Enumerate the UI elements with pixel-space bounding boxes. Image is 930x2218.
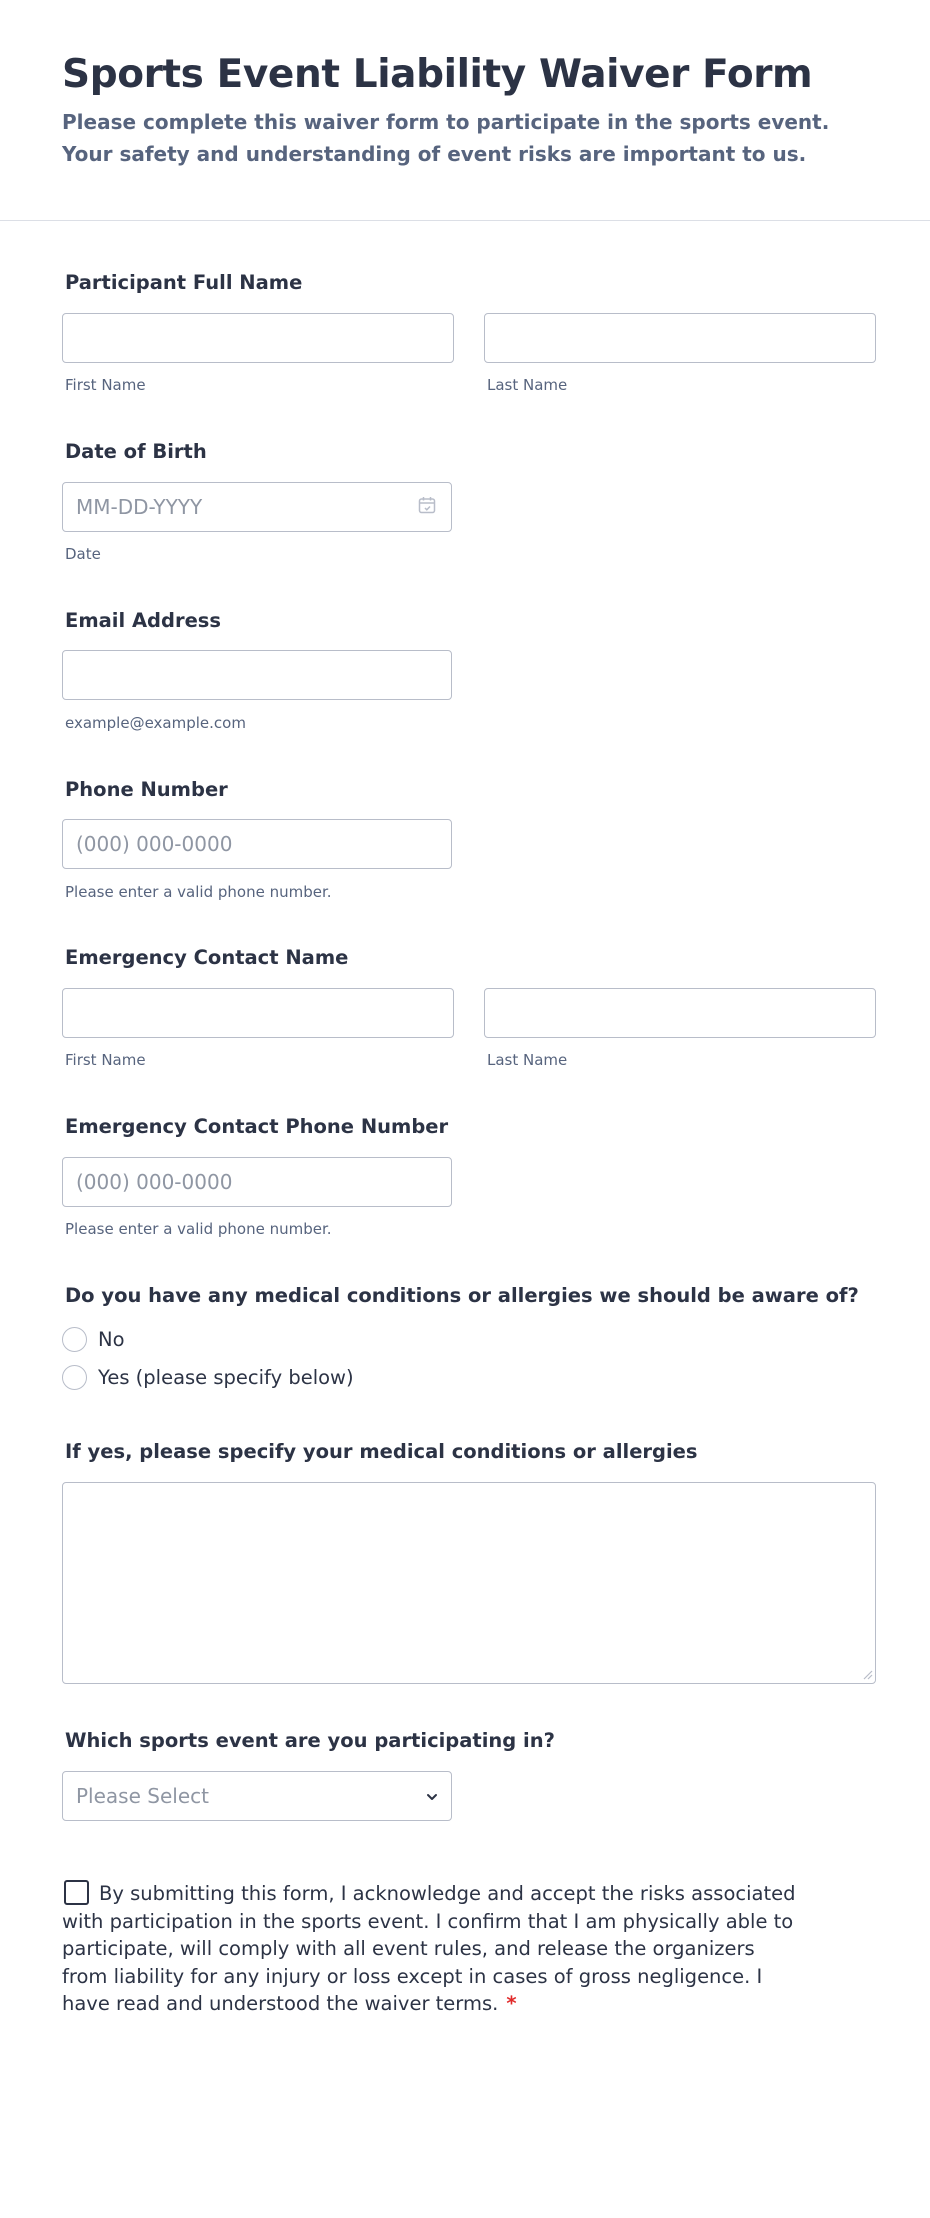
- medical-question-label: Do you have any medical conditions or allergies we should be aware of?: [65, 1284, 859, 1307]
- emergency-last-name-sublabel: Last Name: [487, 1051, 568, 1069]
- emergency-phone-label: Emergency Contact Phone Number: [65, 1115, 449, 1138]
- radio-label: Yes (please specify below): [98, 1365, 354, 1389]
- email-input[interactable]: [62, 650, 452, 700]
- phone-sublabel: Please enter a valid phone number.: [65, 883, 332, 901]
- event-select-label: Which sports event are you participating in?: [65, 1729, 555, 1752]
- medical-details-label: If yes, please specify your medical conditions or allergies: [65, 1440, 698, 1463]
- form-subtitle: Please complete this waiver form to participate in the sports event. Your safety and understanding of event risks are important to us.: [62, 110, 830, 166]
- medical-option-no[interactable]: [62, 1326, 125, 1352]
- event-select-dropdown[interactable]: [62, 1771, 452, 1821]
- date-of-birth-sublabel: Date: [65, 545, 101, 563]
- emergency-name-label: Emergency Contact Name: [65, 946, 349, 969]
- medical-option-yes[interactable]: [62, 1364, 354, 1390]
- emergency-phone-sublabel: Please enter a valid phone number.: [65, 1220, 332, 1238]
- radio-button[interactable]: [62, 1365, 87, 1390]
- email-sublabel: example@example.com: [65, 714, 246, 732]
- consent-text: By submitting this form, I acknowledge and accept the risks associated with participation in the sports event. I confirm that I am physically able to participate, will comply with all event rules, and release the organizers from liability for any injury or loss except in cases of gross negligence. I have read and understood the waiver terms.: [62, 1882, 796, 2015]
- consent-block: [62, 1880, 802, 2018]
- radio-label: No: [98, 1327, 125, 1351]
- chevron-down-icon: [425, 1790, 439, 1804]
- phone-label: Phone Number: [65, 778, 228, 801]
- form-title: Sports Event Liability Waiver Form: [62, 52, 813, 97]
- participant-last-name-input[interactable]: [484, 313, 876, 363]
- emergency-last-name-input[interactable]: [484, 988, 876, 1038]
- participant-name-label: Participant Full Name: [65, 271, 303, 294]
- email-label: Email Address: [65, 609, 222, 632]
- radio-button[interactable]: [62, 1327, 87, 1352]
- required-asterisk: *: [506, 1992, 517, 2015]
- medical-details-textarea[interactable]: [62, 1482, 876, 1684]
- participant-last-name-sublabel: Last Name: [487, 376, 568, 394]
- emergency-first-name-input[interactable]: [62, 988, 454, 1038]
- consent-checkbox[interactable]: [64, 1880, 89, 1905]
- emergency-first-name-sublabel: First Name: [65, 1051, 146, 1069]
- emergency-phone-input[interactable]: [62, 1157, 452, 1207]
- event-select-value: Please Select: [76, 1784, 209, 1808]
- participant-first-name-input[interactable]: [62, 313, 454, 363]
- form-header: [0, 0, 930, 221]
- date-of-birth-label: Date of Birth: [65, 440, 207, 463]
- resize-handle-icon[interactable]: [861, 1668, 873, 1680]
- calendar-icon[interactable]: [418, 496, 436, 514]
- phone-input[interactable]: [62, 819, 452, 869]
- date-of-birth-input[interactable]: [62, 482, 452, 532]
- participant-first-name-sublabel: First Name: [65, 376, 146, 394]
